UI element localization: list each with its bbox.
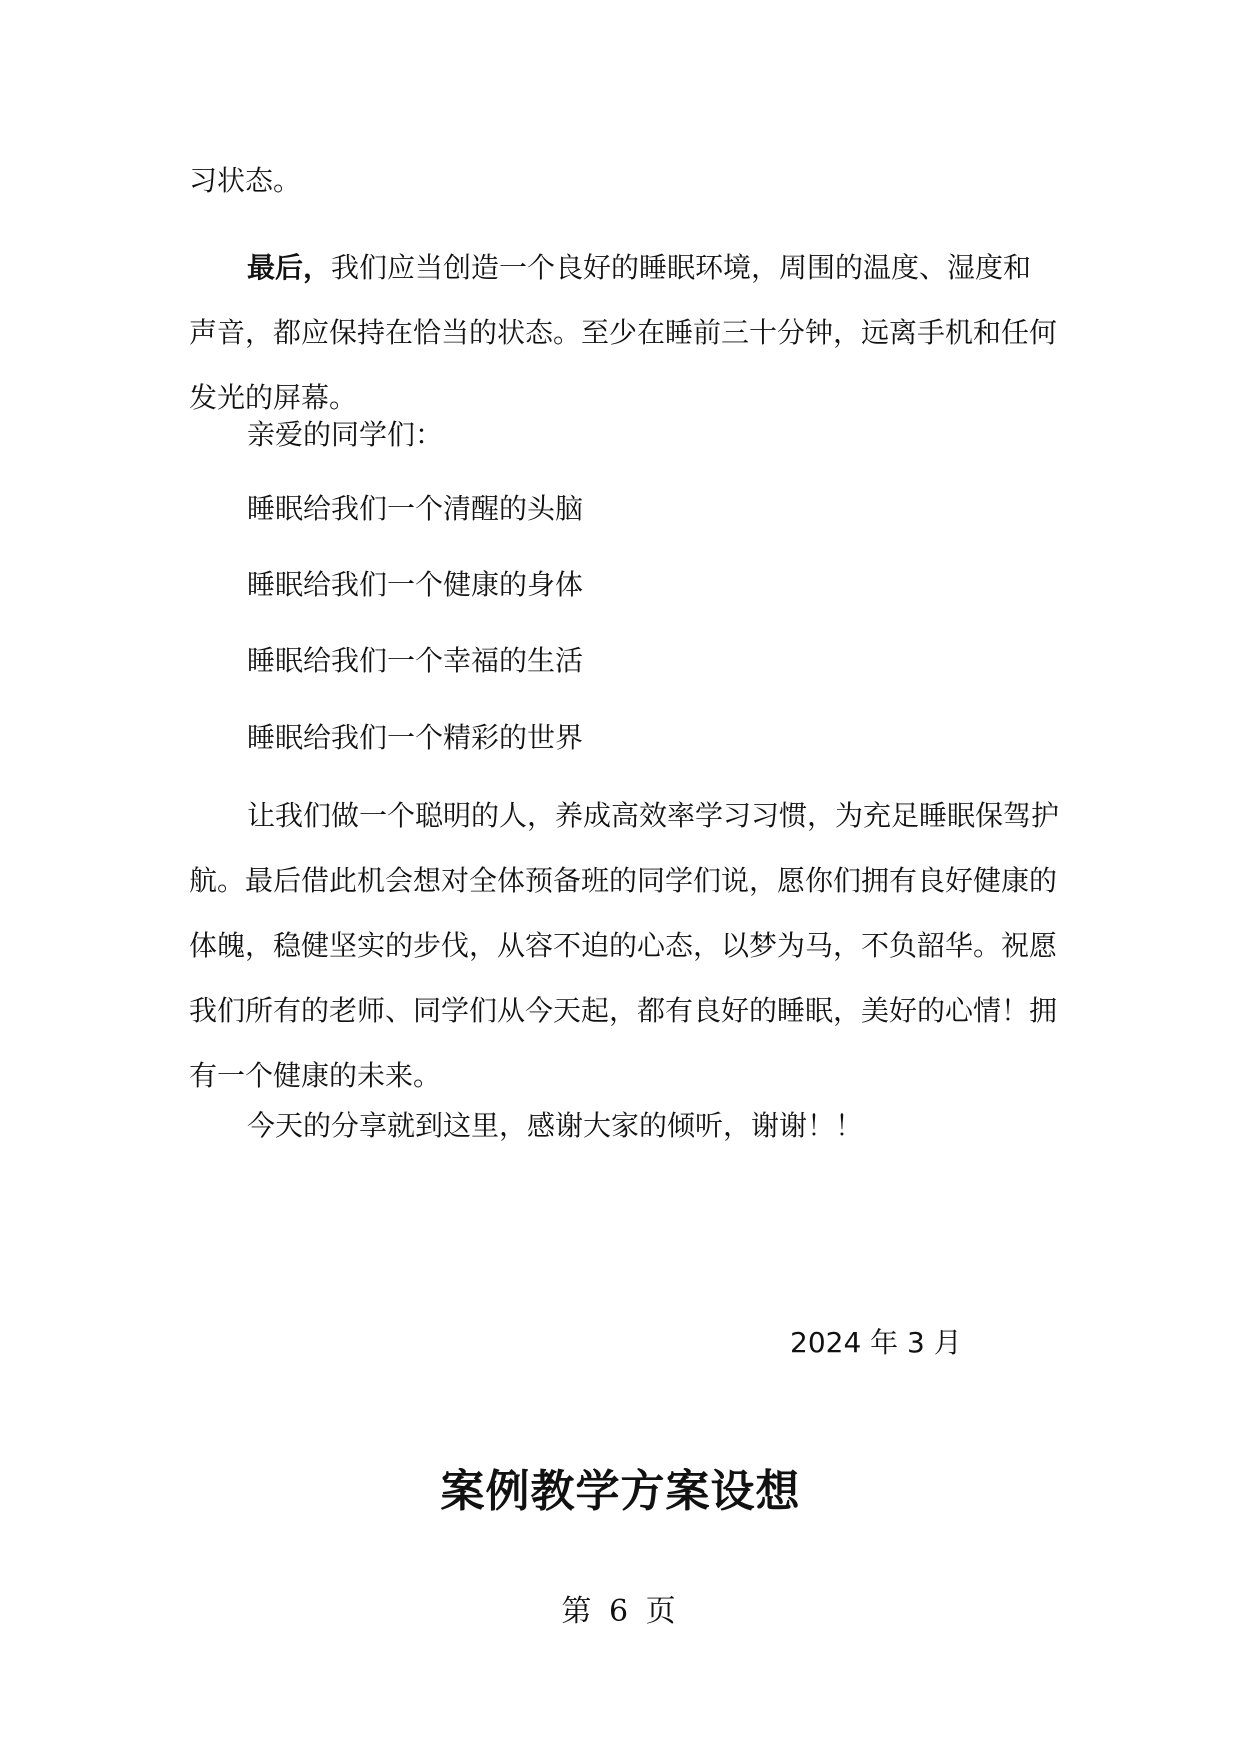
paragraph-closing: 让我们做一个聪明的人，养成高效率学习习惯，为充足睡眠保驾护航。最后借此机会想对全体预备班的同学们说，愿你们拥有良好健康的体魄，稳健坚实的步伐，从容不迫的心态，以梦为马，不负韶华。祝愿我们所有的老师、同学们从今天起，都有良好的睡眠，美好的心情！拥有一个健康的未来。: [189, 799, 1060, 1092]
paragraph-continuation: 习状态。: [189, 164, 302, 197]
document-date: 2024 年 3 月: [790, 1326, 962, 1359]
verse-line: 睡眠给我们一个精彩的世界: [247, 721, 584, 754]
verse-line: 睡眠给我们一个健康的身体: [247, 568, 584, 601]
section-title: 案例教学方案设想: [440, 1466, 801, 1517]
verse-line: 睡眠给我们一个幸福的生活: [247, 644, 584, 677]
verse-line: 睡眠给我们一个清醒的头脑: [247, 492, 584, 525]
paragraph-sleep-environment: [189, 235, 1059, 430]
paragraph-thanks: 今天的分享就到这里，感谢大家的倾听，谢谢！！: [247, 1109, 864, 1142]
paragraph-body: 我们应当创造一个良好的睡眠环境，周围的温度、湿度和声音，都应保持在恰当的状态。至少在睡前三十分钟，远离手机和任何发光的屏幕。: [189, 251, 1058, 414]
page-number: 第 6 页: [561, 1594, 680, 1629]
salutation: 亲爱的同学们：: [247, 418, 444, 451]
paragraph-lead-bold: 最后，: [247, 251, 332, 284]
